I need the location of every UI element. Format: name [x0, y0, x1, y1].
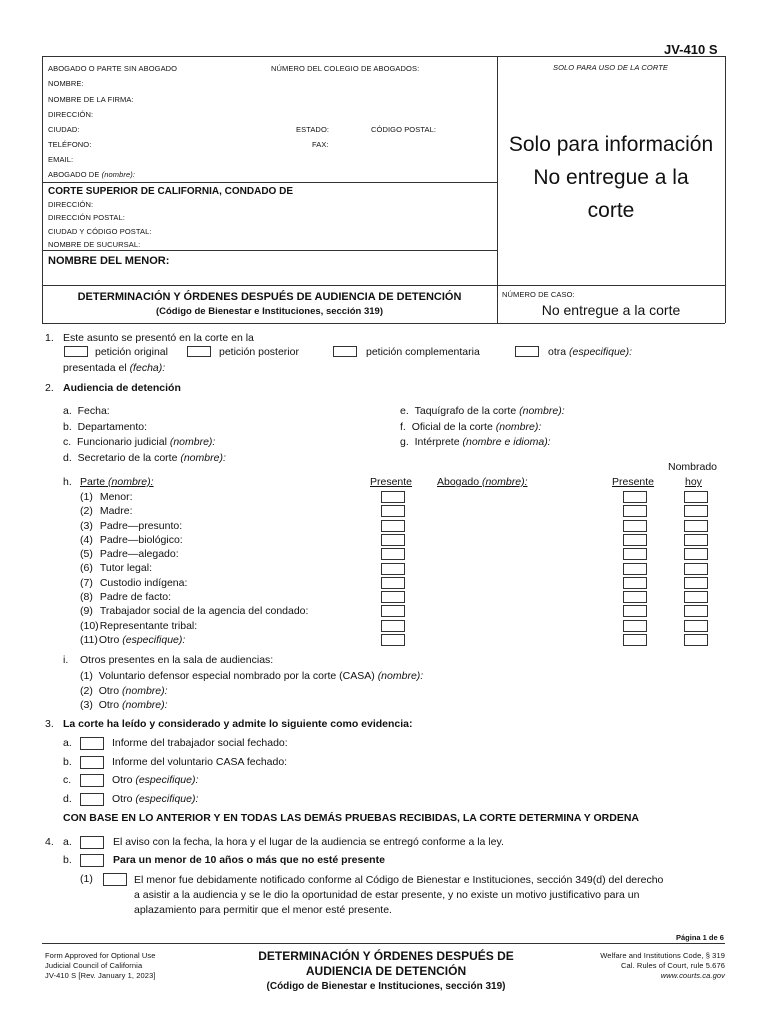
form-number: JV-410 S	[664, 42, 718, 57]
s1-text: Este asunto se presentó en la corte en la	[63, 332, 254, 344]
s2-field-g: g. Intérprete (nombre e idioma):	[400, 436, 551, 448]
s1-number: 1.	[45, 332, 54, 344]
counsel-present-checkbox[interactable]	[623, 620, 647, 632]
s2h-appointed-header: Nombrado	[668, 461, 718, 473]
name-label: NOMBRE:	[48, 79, 84, 88]
s1-subsequent-label: petición posterior	[219, 346, 299, 358]
counsel-appointed-checkbox[interactable]	[684, 520, 708, 532]
counsel-present-checkbox[interactable]	[623, 577, 647, 589]
court-use-label: SOLO PARA USO DE LA CORTE	[553, 63, 669, 72]
case-number-label: NÚMERO DE CASO:	[502, 290, 575, 299]
party-label: Representante tribal:	[99, 619, 198, 632]
counsel-present-checkbox[interactable]	[623, 634, 647, 646]
s2i-label: i.	[63, 654, 69, 666]
party-row	[80, 547, 308, 561]
s2-field-a: a. Fecha:	[63, 405, 110, 417]
s4b-label: b.	[63, 854, 72, 866]
s4a-text: El aviso con la fecha, la hora y el lugar de la audiencia se entregó conforme a la ley.	[113, 836, 504, 848]
footer-rule	[42, 943, 725, 944]
party-number: (1)	[80, 491, 93, 503]
s2i-title: Otros presentes en la sala de audiencias:	[80, 654, 274, 666]
party-number: (9)	[80, 605, 93, 618]
s2h-present2-header: Presente	[612, 476, 655, 488]
counsel-present-checkbox[interactable]	[623, 605, 647, 617]
counsel-present-checkbox[interactable]	[623, 534, 647, 546]
s2h-today-header: hoy	[685, 476, 702, 488]
s4b-text: Para un menor de 10 años o más que no esté presente	[113, 854, 385, 866]
party-label: Padre de facto:	[99, 591, 172, 604]
minor-name-label: NOMBRE DEL MENOR:	[48, 255, 170, 267]
party-list	[80, 490, 308, 647]
s2h-party-header: Parte (nombre):	[80, 476, 154, 488]
attorney-label: ABOGADO O PARTE SIN ABOGADO	[48, 64, 178, 73]
party-present-checkbox[interactable]	[381, 520, 405, 532]
s3-item-letter: d.	[63, 792, 72, 805]
s3-item-text: Informe del voluntario CASA fechado:	[112, 755, 288, 768]
s4b1-text: El menor fue debidamente notificado conforme al Código de Bienestar e Instituciones, sección 349(d) del derecho a asistir a la audiencia y se le dio la oportunidad de estar presente, y no existe un motivo justificativo para un aplazamiento para permitir que el menor esté presente.	[134, 874, 664, 916]
email-label: EMAIL:	[48, 155, 74, 164]
s1-filed-label: presentada el (fecha):	[63, 362, 166, 374]
s4a-label: a.	[63, 836, 72, 848]
s4-number: 4.	[45, 836, 54, 848]
bar-number-label: NÚMERO DEL COLEGIO DE ABOGADOS:	[271, 64, 420, 73]
party-label-paren: (especifique):	[122, 633, 186, 646]
city-label: CIUDAD:	[48, 125, 80, 134]
address-label: DIRECCIÓN:	[48, 110, 94, 119]
s2i-list	[80, 669, 423, 713]
s2-title: Audiencia de detención	[63, 382, 181, 394]
s3-item-letter: a.	[63, 737, 72, 749]
party-number: (11)	[80, 633, 98, 646]
form-subtitle: (Código de Bienestar e Instituciones, sección 319)	[155, 306, 383, 317]
party-row	[80, 490, 308, 504]
party-label: Tutor legal:	[99, 562, 152, 575]
party-number: (3)	[80, 519, 93, 532]
s3-item-checkbox[interactable]	[80, 793, 104, 806]
counsel-appointed-checkbox[interactable]	[684, 505, 708, 517]
party-present-checkbox[interactable]	[381, 577, 405, 589]
party-label: Custodio indígena:	[99, 576, 188, 589]
party-label: Trabajador social de la agencia del condado:	[99, 605, 309, 618]
firm-label: NOMBRE DE LA FIRMA:	[48, 95, 134, 104]
party-label: Padre—alegado:	[99, 548, 179, 561]
s3-item-checkbox[interactable]	[80, 756, 104, 769]
fax-label: FAX:	[312, 140, 329, 149]
s3-item-letter: c.	[63, 774, 72, 786]
party-label: Padre—presunto:	[99, 519, 183, 532]
party-row	[80, 576, 308, 590]
counsel-present-checkbox[interactable]	[623, 548, 647, 560]
party-number: (10)	[80, 619, 99, 632]
s4a-checkbox[interactable]	[80, 836, 104, 849]
party-number: (2)	[80, 505, 93, 518]
party-present-checkbox[interactable]	[381, 605, 405, 617]
party-row	[80, 519, 308, 533]
counsel-appointed-checkbox[interactable]	[684, 548, 708, 560]
party-label: Otro	[98, 633, 120, 646]
counsel-present-checkbox[interactable]	[623, 591, 647, 603]
party-present-checkbox[interactable]	[381, 634, 405, 646]
s3-item-text: Otro (especifique):	[112, 774, 199, 786]
party-number: (7)	[80, 576, 93, 589]
counsel-present-checkbox[interactable]	[623, 563, 647, 575]
s1-original-checkbox[interactable]	[64, 346, 88, 357]
s1-supplemental-label: petición complementaria	[366, 346, 480, 358]
counsel-present-checkbox[interactable]	[623, 491, 647, 503]
party-present-checkbox[interactable]	[381, 620, 405, 632]
s2-field-f: f. Oficial de la corte (nombre):	[400, 420, 542, 433]
s4b1-checkbox[interactable]	[103, 873, 127, 886]
s2i-item-1: (1) Voluntario defensor especial nombrado por la corte (CASA) (nombre):	[80, 670, 424, 682]
form-title: DETERMINACIÓN Y ÓRDENES DESPUÉS DE AUDIENCIA DE DETENCIÓN	[77, 291, 462, 303]
party-row	[80, 561, 308, 575]
court-branch-label: NOMBRE DE SUCURSAL:	[48, 240, 141, 249]
s3-item-letter: b.	[63, 755, 72, 768]
counsel-appointed-checkbox[interactable]	[684, 534, 708, 546]
party-label: Madre:	[99, 505, 133, 518]
info-only-stamp: Solo para información No entregue a la corte	[508, 133, 714, 222]
s2h-label: h.	[63, 476, 72, 488]
case-number-stamp: No entregue a la corte	[541, 302, 681, 318]
party-number: (5)	[80, 548, 93, 561]
zip-label: CÓDIGO POSTAL:	[371, 125, 437, 134]
s2h-present-header: Presente	[370, 476, 413, 488]
party-row	[80, 633, 308, 647]
s3-item-checkbox[interactable]	[80, 737, 104, 750]
s1-other-checkbox[interactable]	[515, 346, 539, 357]
s4b-checkbox[interactable]	[80, 854, 104, 867]
footer-right: Welfare and Institutions Code, § 319 Cal. Rules of Court, rule 5.676 www.courts.ca.gov	[600, 951, 725, 980]
s3-item-checkbox[interactable]	[80, 774, 104, 787]
party-present-checkbox[interactable]	[381, 563, 405, 575]
s2-right-fields	[400, 404, 565, 451]
party-present-checkbox[interactable]	[381, 505, 405, 517]
counsel-appointed-checkbox[interactable]	[684, 577, 708, 589]
party-number: (4)	[80, 533, 93, 546]
s2-field-c: c. Funcionario judicial (nombre):	[63, 436, 216, 448]
s2h-counsel-header: Abogado (nombre):	[437, 476, 528, 488]
party-row	[80, 604, 308, 618]
party-present-checkbox[interactable]	[381, 491, 405, 503]
footer-left: Form Approved for Optional Use Judicial Council of California JV-410 S [Rev. January 1, 2023]	[45, 951, 156, 980]
s3-number: 3.	[45, 718, 54, 730]
s3-item-text: Informe del trabajador social fechado:	[112, 737, 288, 749]
phone-label: TELÉFONO:	[48, 140, 92, 149]
s3-title: La corte ha leído y considerado y admite lo siguiente como evidencia:	[63, 718, 413, 730]
footer-title: DETERMINACIÓN Y ÓRDENES DESPUÉS DE AUDIENCIA DE DETENCIÓN (Código de Bienestar e Instituciones, sección 319)	[258, 949, 514, 992]
party-row	[80, 533, 308, 547]
s2-field-b: b. Departamento:	[63, 420, 148, 433]
s4b1-label: (1)	[80, 873, 93, 885]
party-row	[80, 619, 308, 633]
counsel-appointed-checkbox[interactable]	[684, 605, 708, 617]
counsel-appointed-checkbox[interactable]	[684, 634, 708, 646]
party-present-checkbox[interactable]	[381, 591, 405, 603]
party-number: (6)	[80, 562, 93, 575]
court-mailing-label: DIRECCIÓN POSTAL:	[48, 213, 125, 222]
counsel-appointed-checkbox[interactable]	[684, 563, 708, 575]
court-city-label: CIUDAD Y CÓDIGO POSTAL:	[48, 227, 152, 236]
counsel-appointed-checkbox[interactable]	[684, 591, 708, 603]
party-present-checkbox[interactable]	[381, 548, 405, 560]
page-number: Página 1 de 6	[676, 933, 724, 942]
s1-supplemental-checkbox[interactable]	[333, 346, 357, 357]
party-label: Padre—biológico:	[99, 533, 183, 546]
party-number: (8)	[80, 591, 93, 604]
s2-field-e: e. Taquígrafo de la corte (nombre):	[400, 405, 565, 417]
s2-field-d: d. Secretario de la corte (nombre):	[63, 451, 226, 464]
party-present-checkbox[interactable]	[381, 534, 405, 546]
s2-left-fields	[63, 404, 226, 466]
counsel-appointed-checkbox[interactable]	[684, 620, 708, 632]
party-row	[80, 504, 308, 518]
counsel-present-checkbox[interactable]	[623, 505, 647, 517]
court-title: CORTE SUPERIOR DE CALIFORNIA, CONDADO DE	[48, 186, 294, 197]
court-address-label: DIRECCIÓN:	[48, 200, 94, 209]
state-label: ESTADO:	[296, 125, 330, 134]
s1-original-label: petición original	[95, 346, 168, 358]
finding-statement: CON BASE EN LO ANTERIOR Y EN TODAS LAS DEMÁS PRUEBAS RECIBIDAS, LA CORTE DETERMINA Y ORDENA	[63, 812, 640, 824]
counsel-present-checkbox[interactable]	[623, 520, 647, 532]
party-row	[80, 590, 308, 604]
s1-other-label: otra (especifique):	[548, 346, 633, 358]
s2-number: 2.	[45, 382, 54, 394]
attorney-for-label: ABOGADO DE (nombre):	[48, 170, 136, 179]
counsel-appointed-checkbox[interactable]	[684, 491, 708, 503]
s3-item-text: Otro (especifique):	[112, 792, 199, 805]
s2i-item-3: (3) Otro (nombre):	[80, 699, 168, 711]
party-label: Menor:	[99, 491, 133, 503]
s1-subsequent-checkbox[interactable]	[187, 346, 211, 357]
s2i-item-2: (2) Otro (nombre):	[80, 684, 168, 697]
